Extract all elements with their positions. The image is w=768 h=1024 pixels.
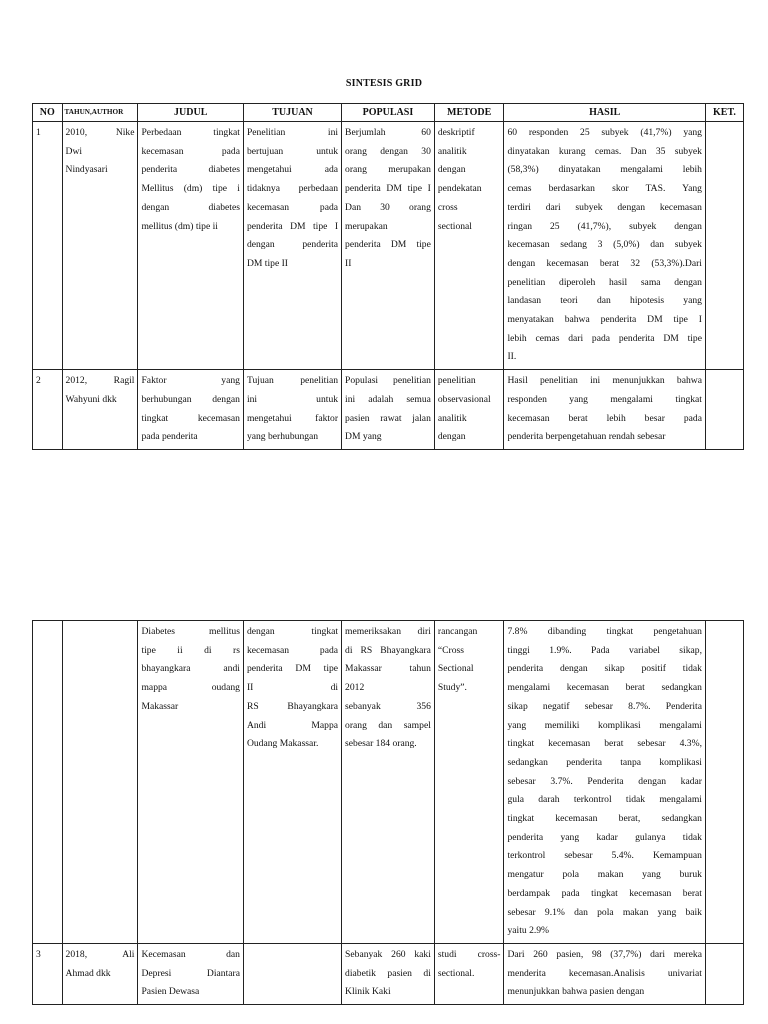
cell-judul <box>138 621 243 944</box>
cell-text-line: yang memiliki komplikasi mengalami <box>507 719 702 731</box>
cell-text-line: Dan 30 orang <box>345 201 431 213</box>
cell-no: 1 <box>33 122 63 370</box>
cell-text-line: penelitian diperoleh hasil sama dengan <box>507 276 702 288</box>
cell-text-line: ringan 25 (41,7%), subyek dengan <box>507 220 702 232</box>
cell-text-line: Mellitus (dm) tipe i <box>141 183 240 195</box>
cell-text-line: Perbedaan tingkat <box>141 127 240 138</box>
cell-judul <box>138 370 243 450</box>
cell-text-line: Dwi <box>65 145 83 157</box>
cell-tujuan <box>243 122 341 370</box>
cell-text-line: Penelitian ini <box>246 127 339 138</box>
cell-text-line: kecemasan pada <box>141 145 240 157</box>
header-tujuan: TUJUAN <box>243 104 341 122</box>
table-row <box>33 122 744 370</box>
table-header-row <box>33 104 744 122</box>
cell-text-line: 2010, Nike <box>65 127 135 138</box>
cell-text-line: sebanyak 356 <box>345 700 431 712</box>
cell-populasi <box>342 621 435 944</box>
header-no: NO <box>33 104 63 122</box>
cell-text-line: menderita kecemasan.Analisis univariat <box>507 967 702 979</box>
cell-text-line: Depresi Diantara <box>141 967 240 979</box>
cell-text-line: Nindyasari <box>65 164 108 176</box>
header-tahun-author: TAHUN,AUTHOR <box>62 104 138 122</box>
cell-text-line: deskriptif <box>437 127 475 138</box>
cell-text-line: pendekatan <box>437 183 482 195</box>
cell-text-line: landasan teori dan hipotesis yang <box>507 295 702 307</box>
cell-text-line: gula darah terkontrol tidak mengalami <box>507 794 702 806</box>
header-judul: JUDUL <box>138 104 243 122</box>
cell-text-line: penderita dengan sikap positif tidak <box>507 663 702 675</box>
cell-text-line: mengatur pola makan yang buruk <box>507 869 702 881</box>
cell-text-line: dengan kecemasan berat 32 (53,3%).Dari <box>507 257 702 269</box>
cell-text-line: terkontrol sebesar 5.4%. Kemampuan <box>507 850 702 862</box>
cell-text-line: pasien rawat jalan <box>345 412 431 424</box>
cell-metode <box>434 122 504 370</box>
cell-text-line: RS Bhayangkara <box>246 700 339 712</box>
cell-text-line: Klinik Kaki <box>345 986 391 998</box>
cell-judul <box>138 122 243 370</box>
cell-text-line: Kecemasan dan <box>141 948 240 960</box>
cell-tujuan <box>243 943 341 1004</box>
cell-text-line: tingkat kecemasan berat, sedangkan <box>507 813 702 825</box>
cell-hasil <box>504 370 705 450</box>
cell-author <box>62 122 138 370</box>
cell-text-line: tidaknya perbedaan <box>246 183 339 195</box>
cell-text-line: mappa oudang <box>141 682 240 694</box>
cell-text-line: 2018, Ali <box>65 948 135 960</box>
cell-text-line: bertujuan untuk <box>246 145 339 157</box>
cell-text-line: penderita DM tipe <box>345 239 431 251</box>
header-populasi: POPULASI <box>342 104 435 122</box>
cell-text-line: dengan diabetes <box>141 201 240 213</box>
cell-text-line: analitik <box>437 412 467 424</box>
cell-text-line: Pasien Dewasa <box>141 986 200 998</box>
cell-text-line: 2012 <box>345 682 365 694</box>
cell-author <box>62 621 138 944</box>
cell-text-line: sectional. <box>437 967 475 979</box>
cell-metode <box>434 943 504 1004</box>
cell-text-line: mellitus (dm) tipe ii <box>141 220 218 232</box>
cell-text-line: tingkat kecemasan berat sebesar 4.3%, <box>507 738 702 750</box>
cell-populasi <box>342 943 435 1004</box>
cell-text-line: sebesar 184 orang. <box>345 738 417 750</box>
cell-text-line: Dari 260 pasien, 98 (37,7%) dari mereka <box>507 948 702 960</box>
cell-text-line: Diabetes mellitus <box>141 626 240 637</box>
cell-text-line: sedangkan penderita tanpa komplikasi <box>507 756 702 768</box>
cell-text-line: tingkat kecemasan <box>141 412 240 424</box>
cell-text-line: kecemasan berat lebih besar pada <box>507 412 702 424</box>
cell-text-line: dinyatakan kurang cemas. Dan 35 subyek <box>507 145 702 157</box>
cell-text-line: Berjumlah 60 <box>345 127 431 138</box>
cell-text-line: dengan tingkat <box>246 626 339 637</box>
cell-text-line: Ahmad dkk <box>65 967 111 979</box>
cell-hasil <box>504 943 705 1004</box>
synthesis-table-page2 <box>32 620 744 1005</box>
cell-tujuan <box>243 370 341 450</box>
table-row <box>33 370 744 450</box>
cell-text-line: Study”. <box>437 682 467 694</box>
cell-populasi <box>342 370 435 450</box>
cell-text-line: II <box>345 257 352 269</box>
cell-ket <box>705 943 743 1004</box>
cell-text-line: orang merupakan <box>345 164 431 176</box>
cell-text-line: analitik <box>437 145 467 157</box>
header-ket: KET. <box>705 104 743 122</box>
cell-text-line: tinggi 1.9%. Pada variabel sikap, <box>507 644 702 656</box>
cell-text-line: sebesar 3.7%. Penderita dengan kadar <box>507 775 702 787</box>
cell-text-line: 7.8% dibanding tingkat pengetahuan <box>507 626 702 637</box>
cell-text-line: bhayangkara andi <box>141 663 240 675</box>
cell-text-line: kecemasan pada <box>246 201 339 213</box>
cell-text-line: pada penderita <box>141 431 198 443</box>
cell-text-line: “Cross <box>437 644 464 656</box>
header-hasil: HASIL <box>504 104 705 122</box>
cell-text-line: berhubungan dengan <box>141 393 240 405</box>
cell-text-line: II. <box>507 351 517 363</box>
cell-text-line: 2012, Ragil <box>65 375 135 387</box>
synthesis-table-page1 <box>32 103 744 450</box>
cell-text-line: lebih cemas dari pada penderita DM tipe <box>507 332 702 344</box>
cell-text-line: kecemasan pada <box>246 644 339 656</box>
cell-ket <box>705 621 743 944</box>
cell-text-line: studi cross- <box>437 948 501 960</box>
cell-text-line: penderita yang kadar gulanya tidak <box>507 831 702 843</box>
cell-text-line: Sebanyak 260 kaki <box>345 948 431 960</box>
cell-text-line: sikap negatif sebesar 8.7%. Penderita <box>507 700 702 712</box>
cell-text-line: dengan <box>437 164 466 176</box>
cell-text-line: mengetahui faktor <box>246 412 339 424</box>
cell-text-line: penderita DM tipe <box>246 663 339 675</box>
cell-text-line: dengan penderita <box>246 239 339 251</box>
cell-judul <box>138 943 243 1004</box>
cell-ket <box>705 122 743 370</box>
cell-text-line: penelitian <box>437 375 476 387</box>
cell-text-line: menyatakan bahwa penderita DM tipe I <box>507 314 702 326</box>
cell-text-line: Populasi penelitian <box>345 375 431 387</box>
cell-text-line: Oudang Makassar. <box>246 738 319 750</box>
cell-text-line: ini adalah semua <box>345 393 431 405</box>
cell-text-line: kecemasan sedang 3 (5,0%) dan subyek <box>507 239 702 251</box>
cell-text-line: 60 responden 25 subyek (41,7%) yang <box>507 127 702 138</box>
cell-text-line: diabetik pasien di <box>345 967 431 979</box>
cell-text-line: Tujuan penelitian <box>246 375 339 387</box>
cell-tujuan <box>243 621 341 944</box>
cell-text-line: rancangan <box>437 626 478 637</box>
cell-text-line: dengan <box>437 431 466 443</box>
cell-metode <box>434 370 504 450</box>
cell-text-line: tipe ii di rs <box>141 644 240 656</box>
cell-text-line: Sectional <box>437 663 474 675</box>
header-metode: METODE <box>434 104 504 122</box>
cell-text-line: Hasil penelitian ini menunjukkan bahwa <box>507 375 702 387</box>
cell-text-line: orang dan sampel <box>345 719 431 731</box>
cell-text-line: penderita DM tipe I <box>246 220 339 232</box>
cell-text-line: merupakan <box>345 220 388 232</box>
cell-author <box>62 370 138 450</box>
cell-no <box>33 621 63 944</box>
cell-text-line: Makassar tahun <box>345 663 431 675</box>
document-title: SINTESIS GRID <box>345 78 423 89</box>
cell-text-line: DM tipe II <box>246 257 288 269</box>
cell-text-line: DM yang <box>345 431 382 443</box>
cell-ket <box>705 370 743 450</box>
table-row <box>33 943 744 1004</box>
cell-text-line: di RS Bhayangkara <box>345 644 431 656</box>
cell-text-line: Andi Mappa <box>246 719 339 731</box>
cell-text-line: sebesar 9.1% dan pola makan yang baik <box>507 906 702 918</box>
cell-text-line: Faktor yang <box>141 375 240 387</box>
cell-text-line: cross <box>437 201 458 213</box>
cell-author <box>62 943 138 1004</box>
cell-text-line: memeriksakan diri <box>345 626 431 637</box>
cell-text-line: cemas berdasarkan skor TAS. Yang <box>507 183 702 195</box>
cell-no: 3 <box>33 943 63 1004</box>
cell-text-line: sectional <box>437 220 472 232</box>
cell-text-line: observasional <box>437 393 491 405</box>
cell-text-line: mengalami kecemasan berat sedangkan <box>507 682 702 694</box>
table-row <box>33 621 744 944</box>
cell-hasil <box>504 122 705 370</box>
cell-no: 2 <box>33 370 63 450</box>
cell-text-line: ini untuk <box>246 393 339 405</box>
cell-text-line: II di <box>246 682 339 694</box>
cell-hasil <box>504 621 705 944</box>
cell-text-line: yaitu 2.9% <box>507 925 550 937</box>
cell-text-line: penderita berpengetahuan rendah sebesar <box>507 431 666 443</box>
cell-text-line: terdiri dari subyek dengan kecemasan <box>507 201 702 213</box>
cell-text-line: responden yang mengalami tingkat <box>507 393 702 405</box>
cell-text-line: menunjukkan bahwa pasien dengan <box>507 986 645 998</box>
cell-text-line: Wahyuni dkk <box>65 393 117 405</box>
cell-text-line: penderita DM tipe I <box>345 183 431 195</box>
cell-metode <box>434 621 504 944</box>
cell-text-line: (58,3%) dinyatakan mengalami lebih <box>507 164 702 176</box>
cell-text-line: berdampak pada tingkat kecemasan berat <box>507 887 702 899</box>
cell-text-line: yang berhubungan <box>246 431 319 443</box>
cell-populasi <box>342 122 435 370</box>
cell-text-line: Makassar <box>141 700 179 712</box>
cell-text-line: mengetahui ada <box>246 164 339 176</box>
cell-text-line: penderita diabetes <box>141 164 240 176</box>
cell-text-line: orang dengan 30 <box>345 145 431 157</box>
